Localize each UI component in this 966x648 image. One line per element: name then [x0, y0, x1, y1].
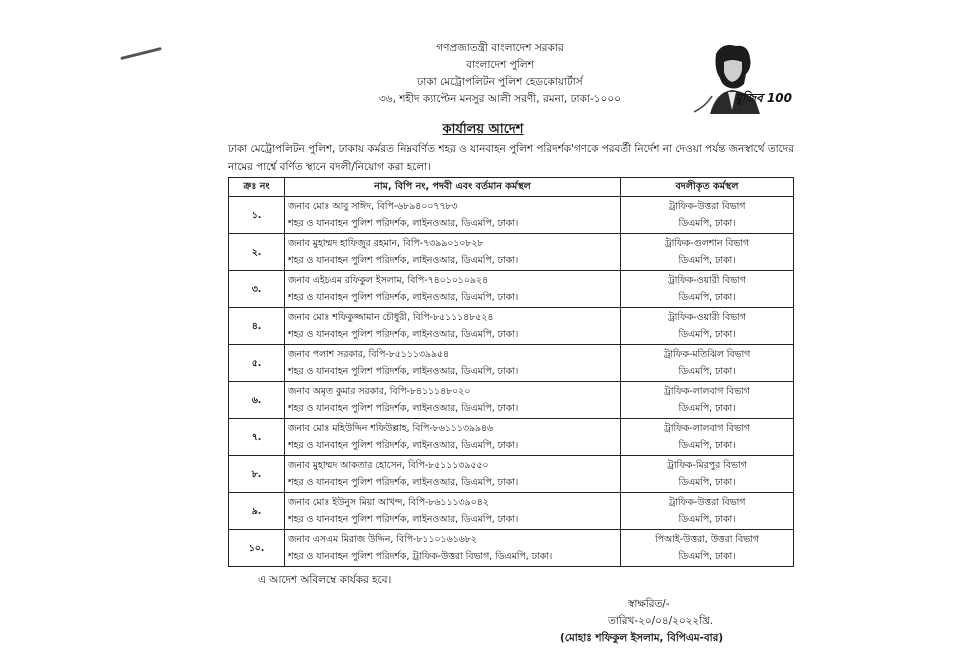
- name-cell: [285, 308, 621, 345]
- serial-cell: ৪.: [229, 308, 285, 345]
- new-posting-unit: ডিএমপি, ঢাকা।: [678, 366, 736, 377]
- officer-name: জনাব পলাশ সরকার, বিপি-৮৫১১১৩৯৯৫৪: [288, 349, 450, 360]
- title-text: কার্যালয় আদেশ: [442, 122, 524, 137]
- table-row: [229, 493, 794, 530]
- posting-cell: [621, 345, 794, 382]
- government-name: গণপ্রজাতন্ত্রী বাংলাদেশ সরকার: [436, 42, 564, 54]
- current-posting: শহর ও যানবাহন পুলিশ পরিদর্শক, লাইনওআর, ডিএমপি, ঢাকা।: [288, 403, 519, 414]
- signature-date: তারিখ-২০/০৪/২০২২খ্রি.: [608, 615, 714, 627]
- signed-label: স্বাক্ষরিত/-: [628, 598, 670, 610]
- office-address: ৩৬, শহীদ ক্যাপ্টেন মনসুর আলী সরণী, রমনা, ঢাকা-১০০০: [378, 93, 622, 105]
- new-posting-unit: ডিএমপি, ঢাকা।: [678, 477, 736, 488]
- posting-cell: [621, 197, 794, 234]
- officer-name: জনাব মুহাম্মদ আকতার হোসেন, বিপি-৮৫১১১৩৯৫৫০: [288, 460, 489, 471]
- new-posting: ট্রাফিক-মিরপুর বিভাগ: [667, 460, 747, 471]
- name-cell: [285, 493, 621, 530]
- header-name: নাম, বিপি নং, পদবী এবং বর্তমান কর্মস্থল: [285, 178, 621, 197]
- table-header-row: [229, 178, 794, 197]
- name-cell: [285, 234, 621, 271]
- current-posting: শহর ও যানবাহন পুলিশ পরিদর্শক, লাইনওআর, ডিএমপি, ঢাকা।: [288, 292, 519, 303]
- new-posting: পিআই-উত্তরা, উত্তরা বিভাগ: [655, 534, 759, 545]
- serial-cell: ৭.: [229, 419, 285, 456]
- posting-cell: [621, 419, 794, 456]
- name-cell: [285, 456, 621, 493]
- intro-paragraph: ঢাকা মেট্রোপলিটন পুলিশ, ঢাকায় কর্মরত নিম্নবর্ণিত শহর ও যানবাহন পুলিশ পরিদর্শক'গণকে পরবর্তী নির্দেশ না দেওয়া পর্যন্ত জনস্বার্থে তাদের নামের পার্শ্বে বর্ণিত স্থানে বদলী/নিয়োগ করা হলো।: [228, 143, 794, 173]
- name-cell: [285, 345, 621, 382]
- current-posting: শহর ও যানবাহন পুলিশ পরিদর্শক, লাইনওআর, ডিএমপি, ঢাকা।: [288, 366, 519, 377]
- current-posting: শহর ও যানবাহন পুলিশ পরিদর্শক, ট্রাফিক-উত্তরা বিভাগ, ডিএমপি, ঢাকা।: [288, 551, 553, 562]
- current-posting: শহর ও যানবাহন পুলিশ পরিদর্শক, লাইনওআর, ডিএমপি, ঢাকা।: [288, 255, 519, 266]
- table-row: [229, 382, 794, 419]
- new-posting: ট্রাফিক-ওয়ারী বিভাগ: [668, 312, 746, 323]
- name-cell: [285, 197, 621, 234]
- officer-name: জনাব মোঃ ইউনুস মিয়া আখন্দ, বিপি-৮৬১১১৩৯০৪২: [288, 497, 489, 508]
- table-row: [229, 271, 794, 308]
- mujib-100-logo: [686, 40, 798, 118]
- letterhead: [330, 40, 670, 108]
- table-row: [229, 197, 794, 234]
- new-posting-unit: ডিএমপি, ঢাকা।: [678, 292, 736, 303]
- new-posting-unit: ডিএমপি, ঢাকা।: [678, 403, 736, 414]
- table-row: [229, 308, 794, 345]
- current-posting: শহর ও যানবাহন পুলিশ পরিদর্শক, লাইনওআর, ডিএমপি, ঢাকা।: [288, 218, 519, 229]
- name-cell: [285, 419, 621, 456]
- posting-cell: [621, 234, 794, 271]
- officer-name: জনাব মুহাম্মদ হাফিজুর রহমান, বিপি-৭৩৯৯০১০৮২৮: [288, 238, 484, 249]
- table-row: [229, 419, 794, 456]
- officer-name: জনাব মোঃ শফিকুজ্জামান চৌধুরী, বিপি-৮৫১১১৪৮৫২৪: [288, 312, 494, 323]
- name-cell: [285, 271, 621, 308]
- posting-cell: [621, 271, 794, 308]
- posting-cell: [621, 493, 794, 530]
- signature-block: [560, 596, 800, 647]
- new-posting: ট্রাফিক-ওয়ারী বিভাগ: [668, 275, 746, 286]
- serial-cell: ৮.: [229, 456, 285, 493]
- posting-cell: [621, 530, 794, 567]
- serial-cell: ১.: [229, 197, 285, 234]
- new-posting: ট্রাফিক-মতিঝিল বিভাগ: [663, 349, 751, 360]
- posting-cell: [621, 382, 794, 419]
- serial-cell: ৫.: [229, 345, 285, 382]
- new-posting-unit: ডিএমপি, ঢাকা।: [678, 218, 736, 229]
- new-posting: ট্রাফিক-উত্তরা বিভাগ: [668, 497, 746, 508]
- officer-name: জনাব এসএম মিরাজ উদ্দিন, বিপি-৮১১০১৬১৬৮২: [288, 534, 477, 545]
- serial-cell: ৯.: [229, 493, 285, 530]
- header-serial: ক্রঃ নং: [229, 178, 285, 197]
- department-name: বাংলাদেশ পুলিশ: [466, 59, 534, 71]
- header-posting: বদলীকৃত কর্মস্থল: [621, 178, 794, 197]
- new-posting-unit: ডিএমপি, ঢাকা।: [678, 255, 736, 266]
- name-cell: [285, 530, 621, 567]
- new-posting: ট্রাফিক-গুলশান বিভাগ: [664, 238, 750, 249]
- serial-cell: ১০.: [229, 530, 285, 567]
- serial-cell: ৩.: [229, 271, 285, 308]
- office-name: ঢাকা মেট্রোপলিটন পুলিশ হেডকোয়ার্টার্স: [417, 76, 583, 88]
- officer-name: জনাব মোঃ মহিউদ্দিন শফিউল্লাহ, বিপি-৮৬১১১৩৯৯৪৬: [288, 423, 494, 434]
- posting-cell: [621, 456, 794, 493]
- table-row: [229, 456, 794, 493]
- serial-cell: ৬.: [229, 382, 285, 419]
- current-posting: শহর ও যানবাহন পুলিশ পরিদর্শক, লাইনওআর, ডিএমপি, ঢাকা।: [288, 477, 519, 488]
- transfer-table: [228, 177, 794, 567]
- officer-name: জনাব এইচএম রফিকুল ইসলাম, বিপি-৭৪০১০১০৯২৪: [288, 275, 488, 286]
- new-posting-unit: ডিএমপি, ঢাকা।: [678, 514, 736, 525]
- closing-statement: এ আদেশ অবিলম্বে কার্যকর হবে।: [258, 574, 392, 586]
- current-posting: শহর ও যানবাহন পুলিশ পরিদর্শক, লাইনওআর, ডিএমপি, ঢাকা।: [288, 440, 519, 451]
- new-posting-unit: ডিএমপি, ঢাকা।: [678, 329, 736, 340]
- page-title: [0, 118, 966, 141]
- posting-cell: [621, 308, 794, 345]
- table-row: [229, 530, 794, 567]
- officer-name: জনাব মোঃ আবু সাঈদ, বিপি-৬৮৯৪০০৭৭৮৩: [288, 201, 458, 212]
- new-posting-unit: ডিএমপি, ঢাকা।: [678, 551, 736, 562]
- table-row: [229, 234, 794, 271]
- new-posting: ট্রাফিক-লালবাগ বিভাগ: [664, 386, 750, 397]
- logo-text: মুজিব 100: [735, 91, 792, 105]
- new-posting: ট্রাফিক-লালবাগ বিভাগ: [664, 423, 750, 434]
- serial-cell: ২.: [229, 234, 285, 271]
- current-posting: শহর ও যানবাহন পুলিশ পরিদর্শক, লাইনওআর, ডিএমপি, ঢাকা।: [288, 514, 519, 525]
- current-posting: শহর ও যানবাহন পুলিশ পরিদর্শক, লাইনওআর, ডিএমপি, ঢাকা।: [288, 329, 519, 340]
- name-cell: [285, 382, 621, 419]
- signatory-name: (মোহাঃ শফিকুল ইসলাম, বিপিএম-বার): [560, 632, 724, 644]
- table-row: [229, 345, 794, 382]
- new-posting-unit: ডিএমপি, ঢাকা।: [678, 440, 736, 451]
- officer-name: জনাব অমৃত কুমার সরকার, বিপি-৮৪১১১৪৮০২০: [288, 386, 471, 397]
- new-posting: ট্রাফিক-উত্তরা বিভাগ: [668, 201, 746, 212]
- pen-mark: [120, 47, 161, 60]
